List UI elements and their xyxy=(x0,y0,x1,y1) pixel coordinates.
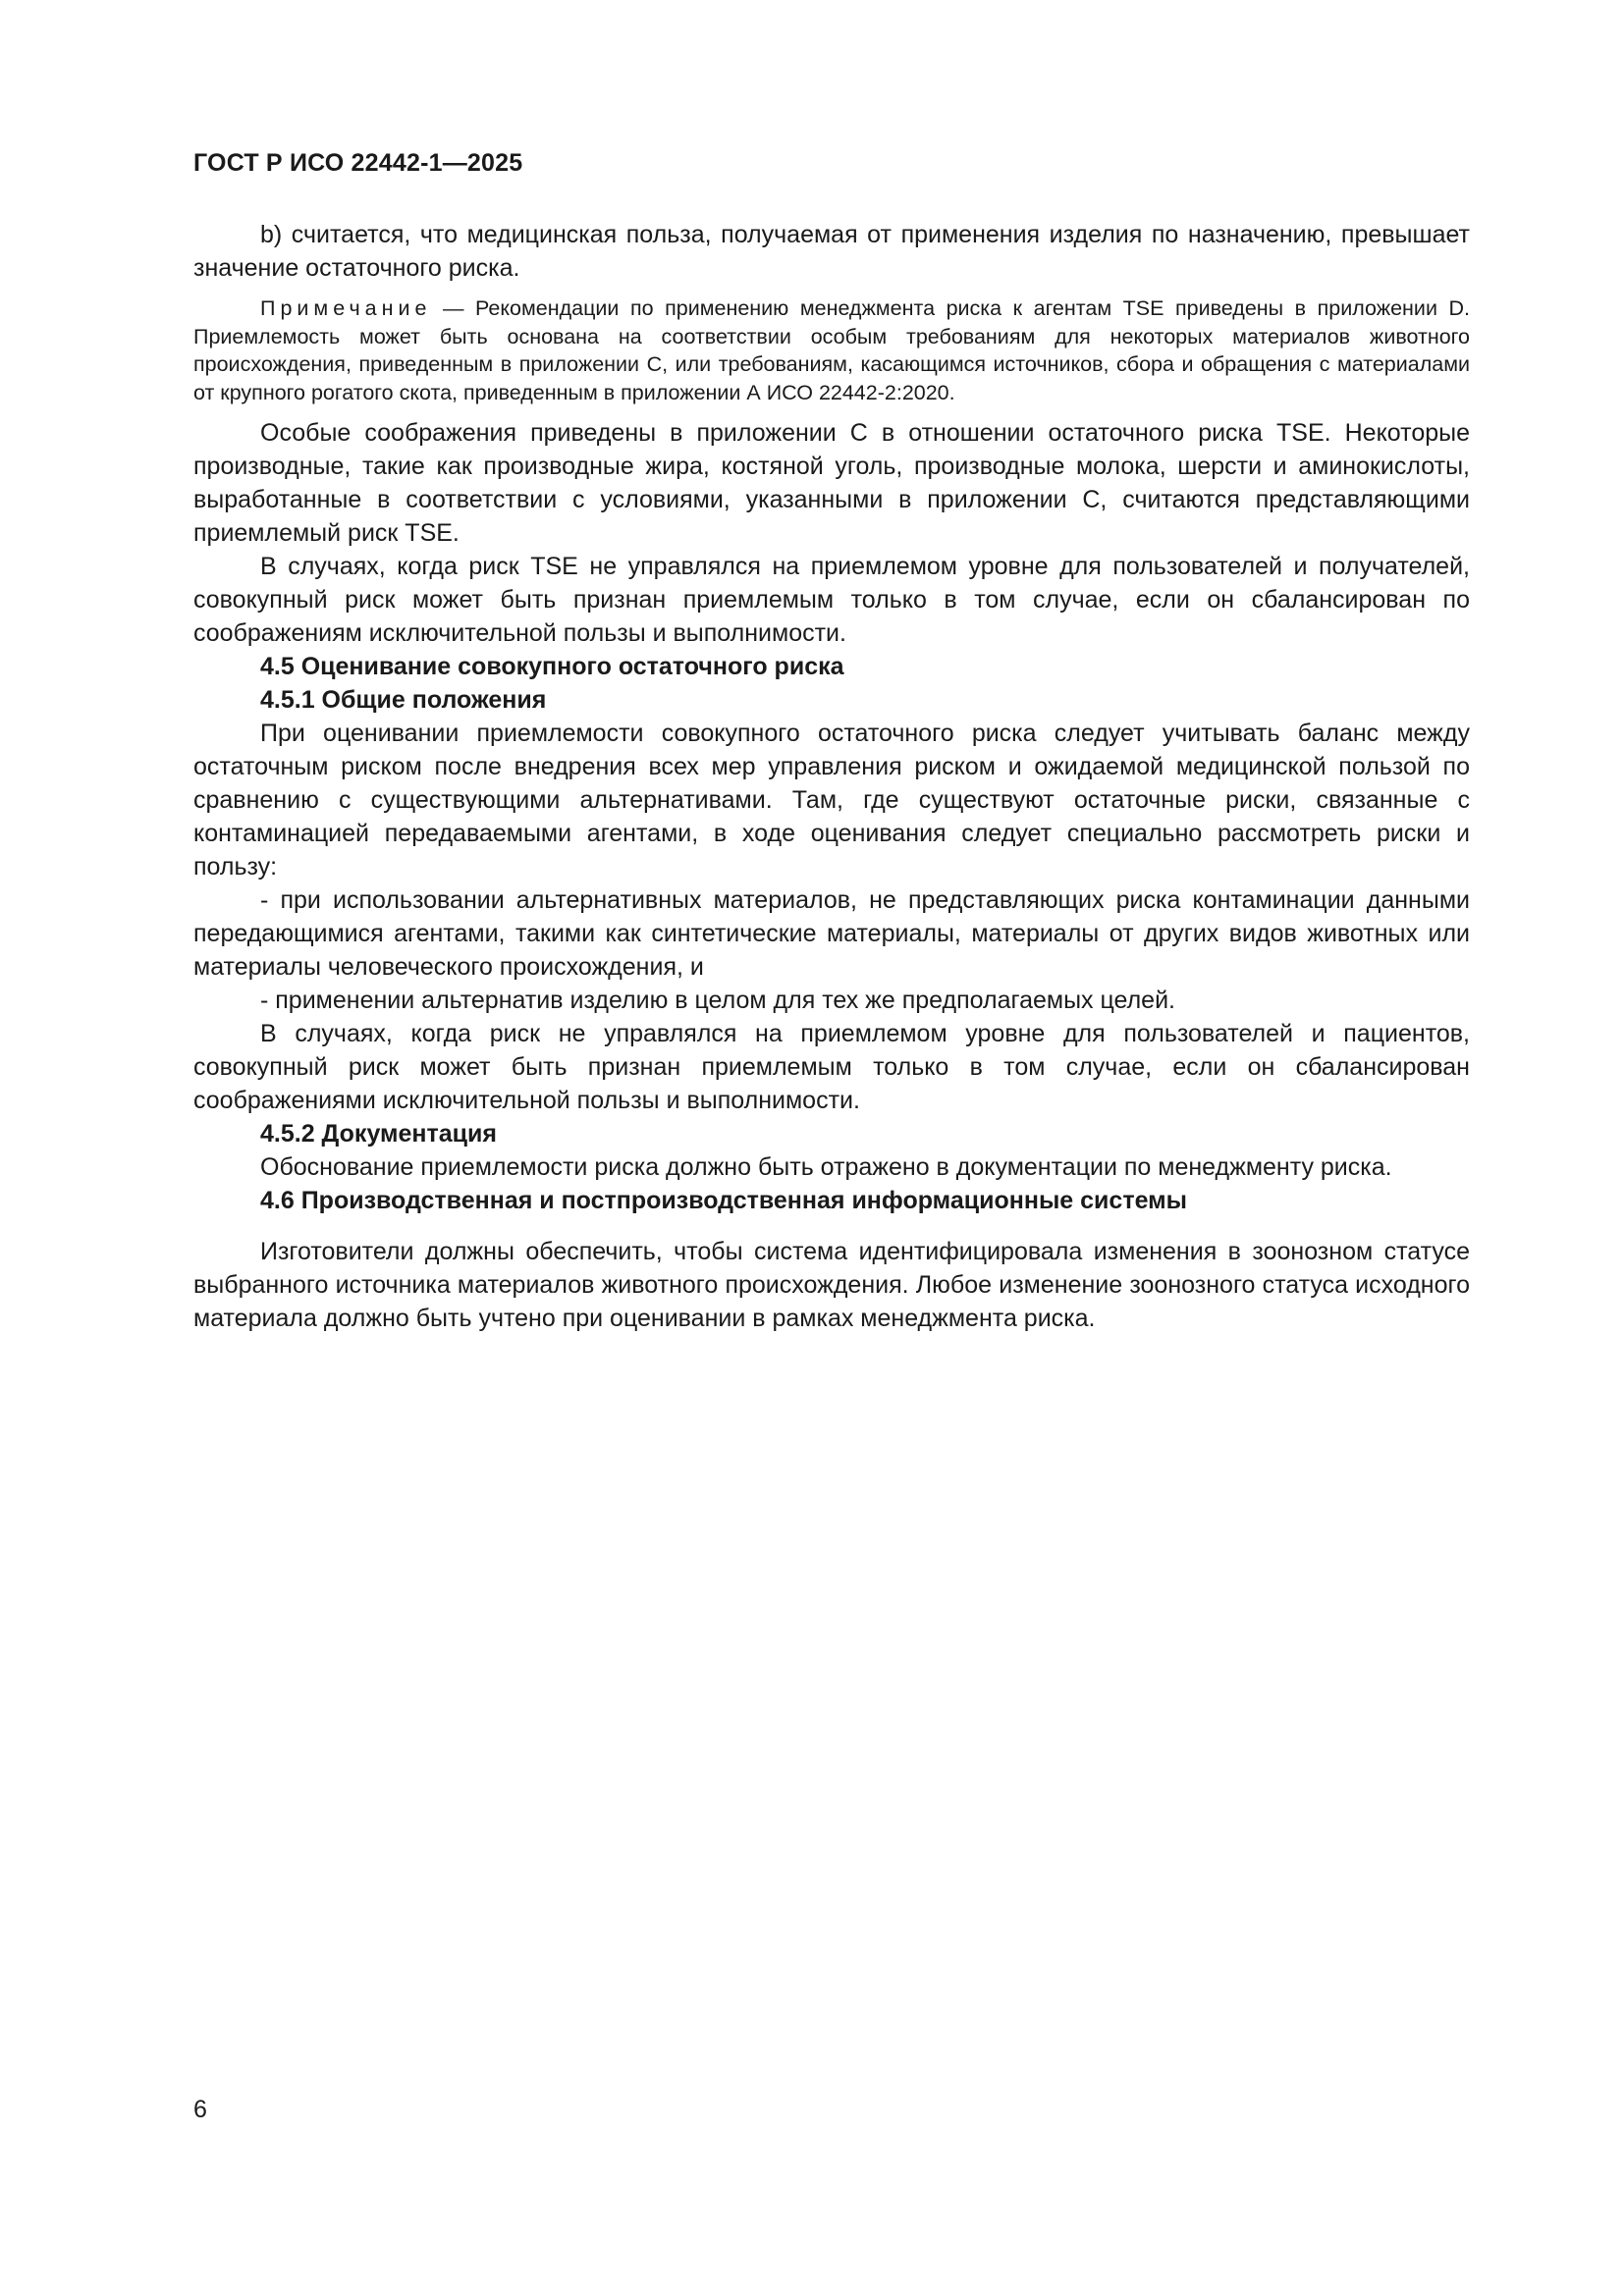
paragraph-special-considerations: Особые соображения приведены в приложении C в отношении остаточного риска TSE. Некоторые производные, такие как производные жира, костяной уголь, производные молока, шерсти и аминокислоты, выработанные в соответствии с условиями, указанными в приложении C, считаются представляющими приемлемый риск TSE. xyxy=(193,419,1470,547)
note-label: Примечание xyxy=(260,296,432,320)
note xyxy=(193,294,1470,406)
section-heading-4-5: 4.5 Оценивание совокупного остаточного риска xyxy=(260,653,844,680)
paragraph-tse-cases: В случаях, когда риск TSE не управлялся на приемлемом уровне для пользователей и получателей, совокупный риск может быть признан приемлемым только в том случае, если он сбалансирован по соображениям исключительной пользы и выполнимости. xyxy=(193,553,1470,647)
note-text: — Рекомендации по применению менеджмента риска к агентам TSE приведены в приложении D. Приемлемость может быть основана на соответствии особым требованиям для некоторых материалов животного происхождения, приведенным в приложении C, или требованиям, касающимся источников, сбора и обращения с материалами от крупного рогатого скота, приведенным в приложении А ИСО 22442-2:2020. xyxy=(193,296,1470,404)
section-heading-4-5-2: 4.5.2 Документация xyxy=(260,1120,497,1148)
section-heading-4-6: 4.6 Производственная и постпроизводственная информационные системы xyxy=(260,1187,1187,1214)
document-body xyxy=(193,218,1470,1335)
paragraph-4-5-1-cases: В случаях, когда риск не управлялся на приемлемом уровне для пользователей и пациентов, совокупный риск может быть признан приемлемым только в том случае, если он сбалансирован соображениями исключительной пользы и выполнимости. xyxy=(193,1020,1470,1114)
page-number: 6 xyxy=(193,2096,207,2123)
bullet-item-alternative-materials: - при использовании альтернативных материалов, не представляющих риска контаминации данными передающимися агентами, такими как синтетические материалы, материалы от других видов животных или материалы человеческого происхождения, и xyxy=(193,886,1470,981)
paragraph-4-6: Изготовители должны обеспечить, чтобы система идентифицировала изменения в зоонозном статусе выбранного источника материалов животного происхождения. Любое изменение зоонозного статуса исходного материала должно быть учтено при оценивании в рамках менеджмента риска. xyxy=(193,1238,1470,1332)
document-code-header: ГОСТ Р ИСО 22442-1—2025 xyxy=(193,149,523,177)
paragraph-4-5-2: Обоснование приемлемости риска должно быть отражено в документации по менеджменту риска. xyxy=(260,1153,1392,1181)
section-heading-4-5-1: 4.5.1 Общие положения xyxy=(260,686,547,714)
list-item-b: b) считается, что медицинская польза, получаемая от применения изделия по назначению, превышает значение остаточного риска. xyxy=(193,221,1470,282)
bullet-item-alternative-devices: - применении альтернатив изделию в целом для тех же предполагаемых целей. xyxy=(260,987,1175,1014)
paragraph-4-5-1: При оценивании приемлемости совокупного остаточного риска следует учитывать баланс между остаточным риском после внедрения всех мер управления риском и ожидаемой медицинской пользой по сравнению с существующими альтернативами. Там, где существуют остаточные риски, связанные с контаминацией передаваемыми агентами, в ходе оценивания следует специально рассмотреть риски и пользу: xyxy=(193,720,1470,881)
